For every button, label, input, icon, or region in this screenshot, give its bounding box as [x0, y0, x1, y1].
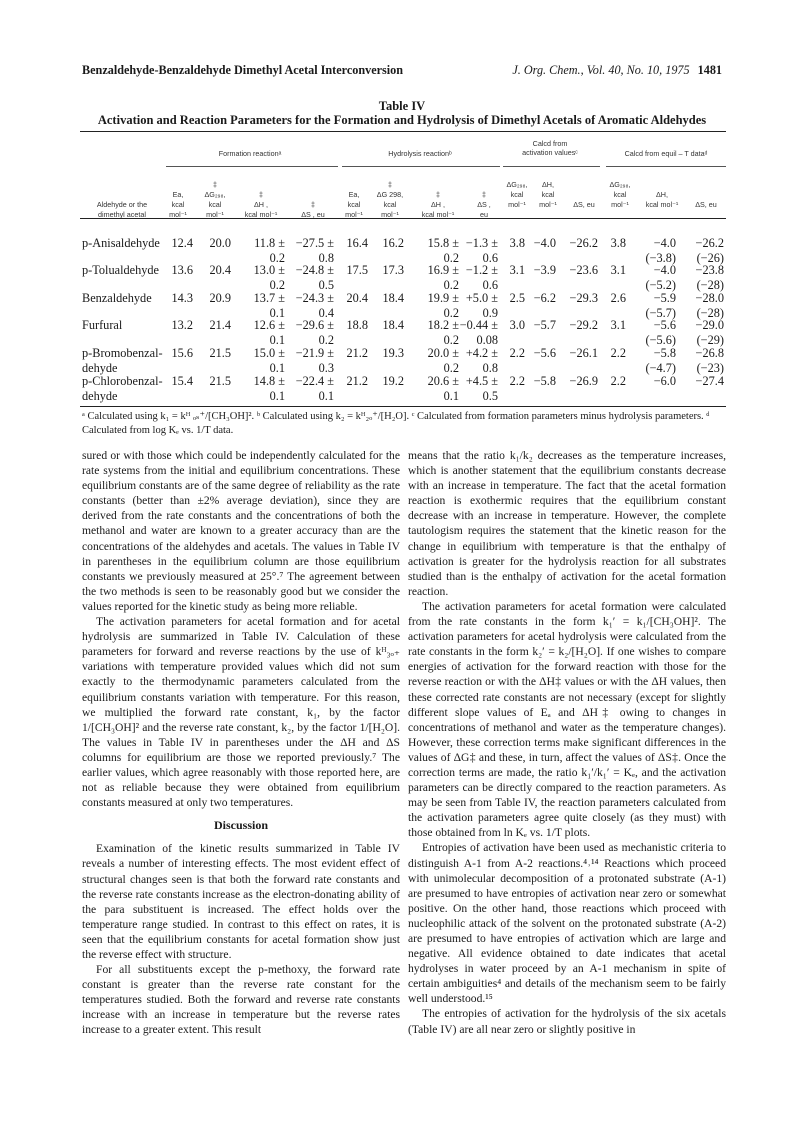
cell-e-dh: −6.0 — [653, 374, 676, 388]
cell-f-dg: 21.4 — [209, 318, 231, 332]
cell-f-dg: 20.0 — [209, 236, 231, 250]
cell-h-ea: 17.5 — [346, 263, 368, 277]
cell-aldehyde — [82, 374, 163, 403]
cell-f-ea: 12.4 — [171, 236, 193, 250]
aldehyde-name: Furfural — [82, 318, 123, 332]
aldehyde-name: Benzaldehyde — [82, 291, 152, 305]
table-caption: Activation and Reaction Parameters for the Formation and Hydrolysis of Dimethyl Acetals of Aromatic Aldehydes — [97, 113, 707, 127]
cell-e-dh: −4.0 (−3.8) — [645, 236, 676, 265]
cell-a-ds: −23.6 — [569, 263, 598, 277]
aldehyde-name-continued: dehyde — [82, 388, 118, 403]
cell-h-dg: 19.2 — [382, 374, 404, 388]
cell-f-ds: −24.3 ± 0.4 — [295, 291, 334, 320]
col-header-h-ds: ‡ ΔS , eu — [477, 190, 491, 219]
cell-h-dh: 20.6 ± 0.1 — [427, 374, 459, 403]
cell-h-dg: 18.4 — [382, 291, 404, 305]
col-header-h-ea: Ea, kcal mol⁻¹ — [345, 190, 363, 219]
col-header-f-dh: ‡ ΔH , kcal mol⁻¹ — [244, 190, 278, 219]
cell-h-dg: 19.3 — [382, 346, 404, 360]
cell-h-dh: 19.9 ± 0.2 — [427, 291, 459, 320]
cell-f-dh: 12.6 ± 0.1 — [253, 318, 285, 347]
cell-h-ds: −0.44 ± 0.08 — [459, 318, 498, 347]
cell-h-ea: 18.8 — [346, 318, 368, 332]
table-row — [0, 346, 801, 376]
paragraph: Entropies of activation have been used as mechanistic criteria to distinguish A-1 from A-2 reactions.⁴˒¹⁴ Reactions which proceed with unimolecular decomposition of a protonated substrate (A-1) are presumed to have entropies of activation near zero or somewhat positive. On the other hand, those reactions which proceed with nucleophilic attack of the solvent on the protonated substrate (A-2) are presumed to have entropies of activation which are large and negative. All evidence obtained to date indicates that acetal hydrolyses in water proceed by an A-1 mechanism in spite of certain ambiguities⁴ and details of the mechanism seem to be fairly well understood.¹⁵ — [408, 841, 726, 1006]
group-header-formation: Formation reactionᵃ — [218, 149, 282, 158]
cell-f-dg: 20.9 — [209, 291, 231, 305]
cell-a-dg: 3.0 — [509, 318, 525, 332]
paragraph: The activation parameters for acetal formation and for acetal hydrolysis are summarized in Table IV. Calculation of these parameters for forward and reverse reactions by the use of kᴴ₃ₒ₊ variations with temperature provided values which did not sum exactly to the thermodynamic parameters calculated from the equilibrium constants variation with temperature. For this reason, we multiplied the forward rate constant, k₁, by the factor 1/[CH₃OH]² and the reverse rate constant, k₂, by the factor 1/[H₂O]. The values in Table IV in parentheses under the ΔH and ΔS columns for equilibrium are those we reported previously.⁷ The earlier values, which agree reasonably with those reported here, are not as reliable because they were obtained from equilibrium constants measured at only two temperatures. — [82, 615, 400, 810]
paragraph: sured or with those which could be independently calculated for the rate systems from the initial and equilibrium concentrations. These equilibrium constants are of the same degree of reliability as the rate constants (better than ±2% average deviation), since they are derived from the rate constants and the concentrations of both the methanol and water are known to a greater accuracy than are the concentrations of the aldehydes and acetals. The values in Table IV in parentheses in the equilibrium column are those equilibrium constants we previously measured at 25°.⁷ The agreement between the two methods is seen to be reasonably good but we consider the values reported for the kinetic study as being more reliable. — [82, 449, 400, 613]
cell-e-dh: −4.0 (−5.2) — [645, 263, 676, 292]
cell-h-ea: 16.4 — [346, 236, 368, 250]
col-header-h-dg: ‡ ΔG 298, kcal mol⁻¹ — [376, 180, 404, 219]
cell-h-dh: 15.8 ± 0.2 — [427, 236, 459, 265]
aldehyde-name: p-Chlorobenzal- — [82, 374, 163, 388]
group-rule-calcd-activation — [503, 166, 600, 167]
cell-a-ds: −26.9 — [569, 374, 598, 388]
cell-e-dg: 2.2 — [610, 346, 626, 360]
cell-e-ds: −29.0 (−29) — [695, 318, 724, 347]
cell-e-dg: 2.6 — [610, 291, 626, 305]
cell-a-ds: −26.1 — [569, 346, 598, 360]
group-rule-hydrolysis — [342, 166, 500, 167]
cell-f-ea: 15.6 — [171, 346, 193, 360]
cell-e-dh: −5.6 (−5.6) — [645, 318, 676, 347]
cell-f-ea: 15.4 — [171, 374, 193, 388]
col-header-e-ds: ΔS, eu — [695, 200, 717, 209]
page-number: 1481 — [697, 63, 722, 77]
cell-f-dg: 20.4 — [209, 263, 231, 277]
cell-h-ea: 21.2 — [346, 374, 368, 388]
cell-f-ds: −24.8 ± 0.5 — [295, 263, 334, 292]
cell-aldehyde — [82, 263, 159, 278]
aldehyde-name: p-Anisaldehyde — [82, 236, 160, 250]
cell-h-dg: 17.3 — [382, 263, 404, 277]
cell-h-ds: −1.2 ± 0.6 — [465, 263, 498, 292]
running-head-journal — [512, 63, 722, 78]
cell-f-ea: 13.2 — [171, 318, 193, 332]
cell-f-ds: −27.5 ± 0.8 — [295, 236, 334, 265]
table-label: Table IV — [378, 99, 426, 113]
cell-a-dh: −5.7 — [533, 318, 556, 332]
cell-f-ea: 14.3 — [171, 291, 193, 305]
cell-e-ds: −23.8 (−28) — [695, 263, 724, 292]
cell-e-dg: 2.2 — [610, 374, 626, 388]
text-column-right — [408, 448, 726, 1037]
cell-h-dg: 16.2 — [382, 236, 404, 250]
cell-f-dh: 14.8 ± 0.1 — [253, 374, 285, 403]
cell-h-ea: 20.4 — [346, 291, 368, 305]
table-header-rule — [80, 218, 726, 219]
cell-a-dg: 2.2 — [509, 346, 525, 360]
cell-a-dg: 2.2 — [509, 374, 525, 388]
cell-h-dh: 16.9 ± 0.2 — [427, 263, 459, 292]
cell-e-ds: −26.2 (−26) — [695, 236, 724, 265]
cell-f-dg: 21.5 — [209, 346, 231, 360]
cell-aldehyde — [82, 318, 122, 333]
cell-a-dg: 3.1 — [509, 263, 525, 277]
cell-aldehyde — [82, 346, 163, 375]
cell-h-ds: +5.0 ± 0.9 — [465, 291, 498, 320]
cell-aldehyde — [82, 291, 152, 306]
group-rule-formation — [166, 166, 338, 167]
cell-h-ea: 21.2 — [346, 346, 368, 360]
col-header-f-dg: ‡ ΔG₂₉₈, kcal mol⁻¹ — [204, 180, 226, 219]
col-header-a-dg: ΔG₂₉₈, kcal mol⁻¹ — [506, 180, 528, 209]
cell-f-dh: 11.8 ± 0.2 — [254, 236, 285, 265]
cell-a-ds: −26.2 — [569, 236, 598, 250]
group-rule-calcd-equil — [606, 166, 726, 167]
cell-e-ds: −28.0 (−28) — [695, 291, 724, 320]
table-row — [0, 291, 801, 321]
col-header-e-dh: ΔH, kcal mol⁻¹ — [645, 190, 679, 209]
col-header-e-dg: ΔG₂₉₈, kcal mol⁻¹ — [609, 180, 631, 209]
cell-a-dh: −5.8 — [533, 374, 556, 388]
col-header-f-ds: ‡ ΔS , eu — [301, 200, 325, 219]
cell-aldehyde — [82, 236, 160, 251]
group-header-calcd-activation: Calcd from activation valuesᶜ — [522, 139, 578, 157]
col-header-a-ds: ΔS, eu — [573, 200, 595, 209]
aldehyde-name: p-Tolualdehyde — [82, 263, 159, 277]
text-column-left — [82, 448, 400, 1038]
cell-e-ds: −27.4 — [695, 374, 724, 388]
cell-a-dg: 3.8 — [509, 236, 525, 250]
cell-f-dg: 21.5 — [209, 374, 231, 388]
cell-e-dg: 3.8 — [610, 236, 626, 250]
paragraph: The activation parameters for acetal formation were calculated from the rate constants in the form k₁′ = k₁/[CH₃OH]². The activation parameters for acetal hydrolysis were calculated from the rate constants in the form k₂′ = k₂/[H₂O]. If one wishes to compare energies of activation for the forward reaction with those for the reverse reaction or with the ΔH‡ values or with the ΔH values, then these corrected rate constants are not necessary (except for slightly different slope values of Eₐ and ΔH‡ owing to changes in concentrations of methanol and water as the temperature changes). However, these correction terms make significant differences in the values of ΔG‡ and these, in turn, affect the values of ΔS‡. Once the correction terms are made, the ratio k₁′/k₁′ = Kₑ, and the activation parameters can be directly compared to the reaction parameters. As may be seen from Table IV, the reaction parameters calculated from the activation parameters agree quite closely (as they must) with those obtained from ln Kₑ vs. 1/T plots. — [408, 599, 726, 840]
cell-a-ds: −29.2 — [569, 318, 598, 332]
table-footnotes: ᵃ Calculated using k₁ = kᴴ ₒₛ⁺/[CH₃OH]². ᵇ Calculated using k₂ = kᴴ₂ₒ⁺/[H₂O]. ᶜ Calculated from formation parameters minus hydrolysis parameters. ᵈ Calculated from log Kₑ vs. 1/T data. — [82, 411, 710, 436]
aldehyde-name: p-Bromobenzal- — [82, 346, 163, 360]
cell-f-ds: −21.9 ± 0.3 — [295, 346, 334, 375]
cell-a-dh: −3.9 — [533, 263, 556, 277]
cell-h-ds: +4.5 ± 0.5 — [465, 374, 498, 403]
table-top-rule — [80, 131, 726, 132]
table-row — [0, 318, 801, 348]
cell-h-dh: 18.2 ± 0.2 — [427, 318, 459, 347]
table-row — [0, 374, 801, 404]
cell-f-dh: 13.7 ± 0.1 — [253, 291, 285, 320]
paragraph: means that the ratio k₁/k₂ decreases as the temperature increases, which is another statement that the equilibrium constants decrease with an increase in temperature. The fact that the acetal formation reaction is exothermic requires that the equilibrium constant decrease with an increase in temperature. However, the complete tautologism requires the statement that the kinetic reason for the change in equilibrium with temperature is that the enthalpy of activation is greater for the hydrolysis reaction for all substrates studied than is the enthalpy of activation for the acetal formation reaction. — [408, 449, 726, 598]
section-heading: Discussion — [213, 818, 269, 833]
cell-a-dh: −6.2 — [533, 291, 556, 305]
paragraph: For all substituents except the p-methoxy, the forward rate constant is greater than the reverse rate constant for the temperatures studied. Both the forward and reverse rate constants increase with an increase in temperature but the reverse rates increase to a greater extent. This result — [82, 963, 400, 1037]
running-head-title: Benzaldehyde-Benzaldehyde Dimethyl Acetal Interconversion — [82, 63, 404, 77]
cell-a-ds: −29.3 — [569, 291, 598, 305]
aldehyde-name-continued: dehyde — [82, 360, 118, 375]
cell-f-ea: 13.6 — [171, 263, 193, 277]
cell-f-dh: 13.0 ± 0.2 — [253, 263, 285, 292]
col-header-h-dh: ‡ ΔH , kcal mol⁻¹ — [421, 190, 455, 219]
cell-h-ds: +4.2 ± 0.8 — [465, 346, 498, 375]
table-row — [0, 263, 801, 293]
cell-e-ds: −26.8 (−23) — [695, 346, 724, 375]
paragraph: The entropies of activation for the hydrolysis of the six acetals (Table IV) are all near zero or slightly positive in — [408, 1007, 726, 1036]
cell-f-ds: −29.6 ± 0.2 — [295, 318, 334, 347]
cell-h-ds: −1.3 ± 0.6 — [465, 236, 498, 265]
group-header-hydrolysis: Hydrolysis reactionᵇ — [388, 149, 452, 158]
cell-e-dg: 3.1 — [610, 263, 626, 277]
col-header-a-dh: ΔH, kcal mol⁻¹ — [539, 180, 557, 209]
cell-e-dg: 3.1 — [610, 318, 626, 332]
journal-citation: J. Org. Chem., Vol. 40, No. 10, 1975 — [512, 63, 690, 77]
cell-f-ds: −22.4 ± 0.1 — [295, 374, 334, 403]
paragraph: Examination of the kinetic results summarized in Table IV reveals a number of interesting effects. The most evident effect of structural changes seen is that both the forward rate constants and the reverse rate constants increase as the electron-donating ability of the para substituent is increased. The effect holds over the temperature range studied. In contrast to this effect on rates, it is seen that the equilibrium constants for acetal formation show just the reverse effect with structure. — [82, 842, 400, 961]
cell-e-dh: −5.8 (−4.7) — [645, 346, 676, 375]
cell-f-dh: 15.0 ± 0.1 — [253, 346, 285, 375]
cell-a-dh: −5.6 — [533, 346, 556, 360]
cell-h-dh: 20.0 ± 0.2 — [427, 346, 459, 375]
col-header-aldehyde: Aldehyde or the dimethyl acetal — [96, 200, 148, 219]
table-row — [0, 236, 801, 266]
cell-a-dh: −4.0 — [533, 236, 556, 250]
table-bottom-rule — [80, 406, 726, 407]
group-header-calcd-equil: Calcd from equil – T dataᵈ — [624, 149, 708, 158]
cell-e-dh: −5.9 (−5.7) — [645, 291, 676, 320]
cell-a-dg: 2.5 — [509, 291, 525, 305]
col-header-f-ea: Ea, kcal mol⁻¹ — [169, 190, 187, 219]
cell-h-dg: 18.4 — [382, 318, 404, 332]
